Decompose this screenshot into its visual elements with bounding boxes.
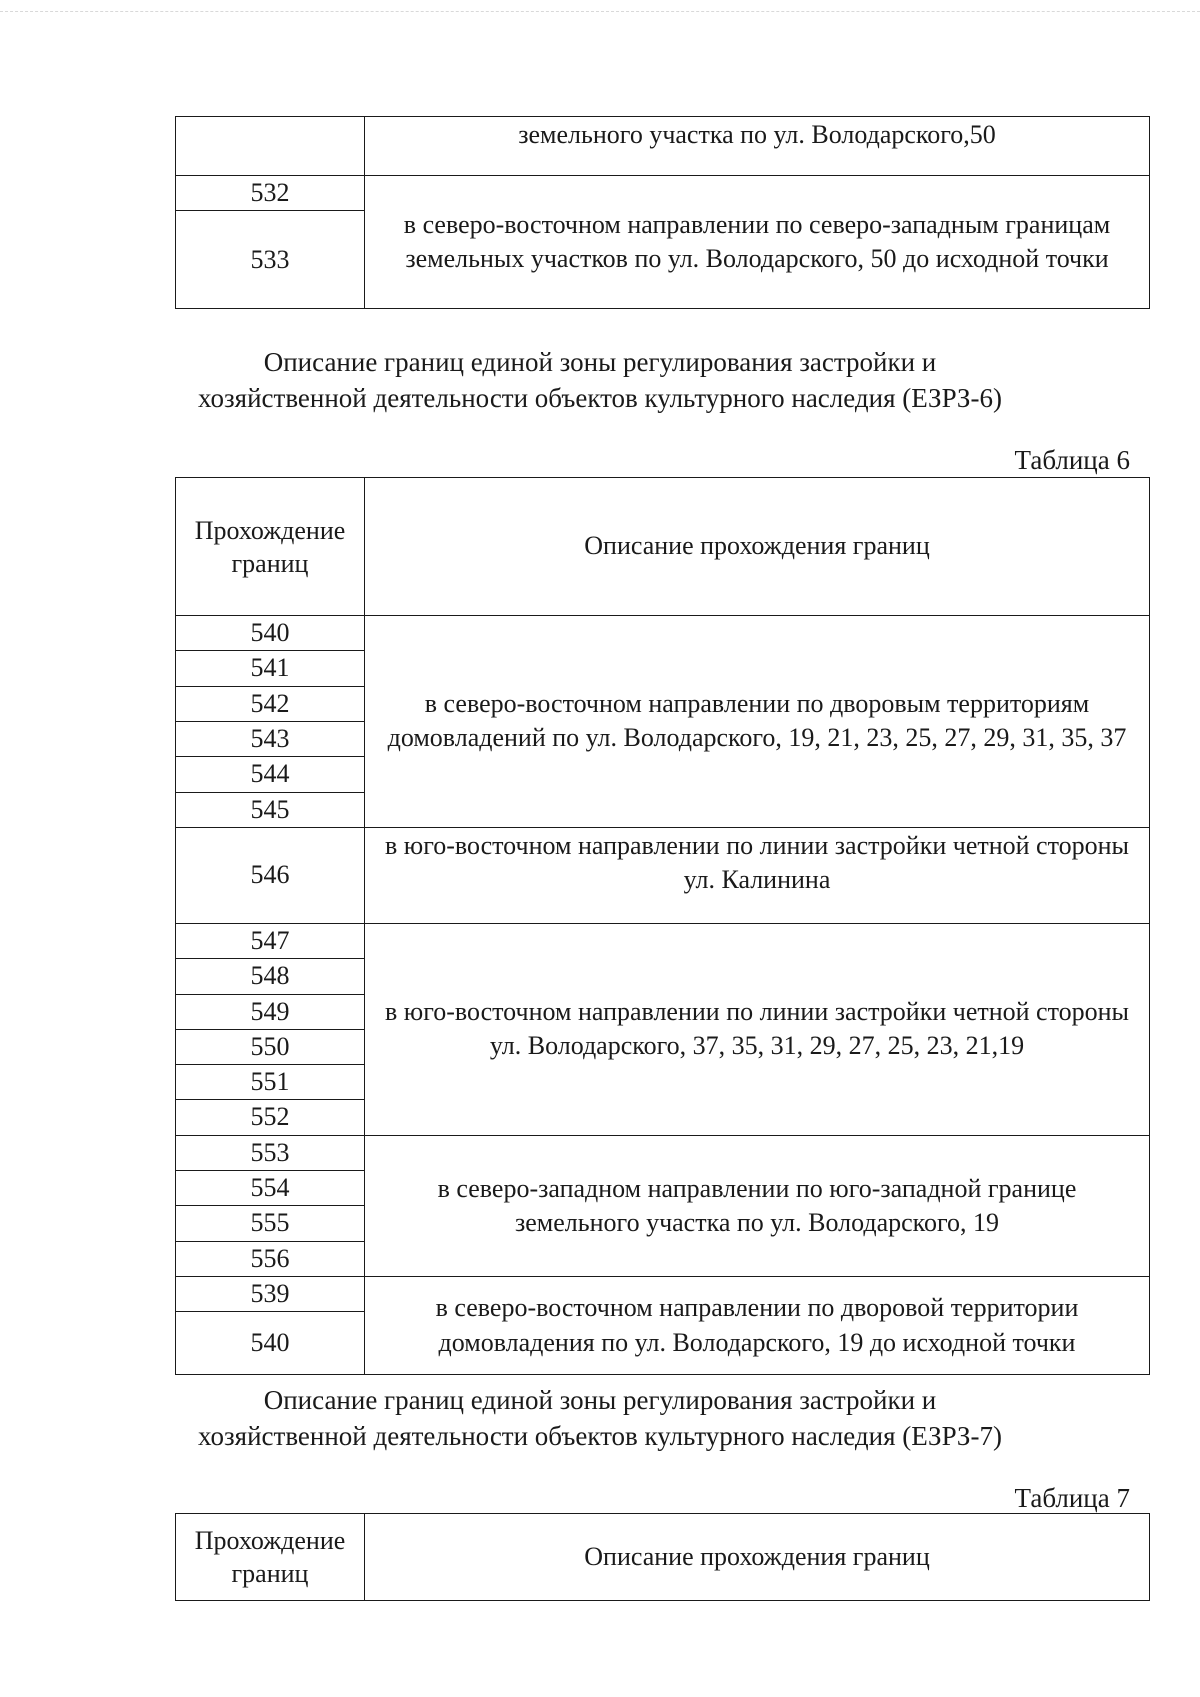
row-number-cell: 542 (176, 686, 365, 721)
boundary-table-7 (175, 1513, 1150, 1601)
row-description-cell: земельного участка по ул. Володарского,50 (365, 117, 1150, 176)
table-row (176, 827, 1150, 923)
column-header-boundaries: Прохождение границ (176, 478, 365, 616)
column-header-description: Описание прохождения границ (365, 478, 1150, 616)
row-number-cell: 541 (176, 651, 365, 686)
heading-line: Описание границ единой зоны регулирования застройки и (263, 1385, 937, 1415)
row-number-cell: 539 (176, 1277, 365, 1312)
row-description-cell: в северо-восточном направлении по северо-западным границам земельных участков по ул. Володарского, 50 до исходной точки (365, 176, 1150, 309)
table-row (176, 176, 1150, 211)
column-header-description: Описание прохождения границ (365, 1514, 1150, 1601)
table-row (176, 1135, 1150, 1170)
row-number-cell: 546 (176, 827, 365, 923)
table-row (176, 616, 1150, 651)
row-number-cell: 540 (176, 1312, 365, 1375)
row-number-cell: 548 (176, 959, 365, 994)
heading-line: хозяйственной деятельности объектов культурного наследия (ЕЗРЗ-7) (198, 1421, 1002, 1451)
row-number-cell: 543 (176, 721, 365, 756)
table-row (176, 1277, 1150, 1312)
row-number-cell: 544 (176, 757, 365, 792)
row-number-cell: 556 (176, 1241, 365, 1276)
section-heading-ezrz-7 (0, 1382, 1200, 1454)
row-number-cell: 550 (176, 1029, 365, 1064)
scan-edge-line (0, 11, 1200, 12)
row-number-cell: 533 (176, 211, 365, 309)
table-caption-6: Таблица 6 (1014, 445, 1130, 475)
column-header-boundaries: Прохождение границ (176, 1514, 365, 1601)
row-number-cell: 554 (176, 1171, 365, 1206)
row-number-cell: 549 (176, 994, 365, 1029)
boundary-table-continued (175, 116, 1150, 309)
table-row (176, 117, 1150, 176)
row-description-cell: в северо-западном направлении по юго-западной границе земельного участка по ул. Володарского, 19 (365, 1135, 1150, 1276)
table-caption-7: Таблица 7 (1014, 1483, 1130, 1513)
row-description-cell: в северо-восточном направлении по дворовым территориям домовладений по ул. Володарского, 19, 21, 23, 25, 27, 29, 31, 35, 37 (365, 616, 1150, 828)
table-row (176, 923, 1150, 958)
boundary-table-6 (175, 477, 1150, 1375)
heading-line: хозяйственной деятельности объектов культурного наследия (ЕЗРЗ-6) (198, 383, 1002, 413)
row-description-cell: в юго-восточном направлении по линии застройки четной стороны ул. Володарского, 37, 35, 31, 29, 27, 25, 23, 21,19 (365, 923, 1150, 1135)
row-number-cell: 540 (176, 616, 365, 651)
table-header-row (176, 1514, 1150, 1601)
row-number-cell: 545 (176, 792, 365, 827)
heading-line: Описание границ единой зоны регулирования застройки и (263, 347, 937, 377)
row-number-cell: 555 (176, 1206, 365, 1241)
row-description-cell: в северо-восточном направлении по дворовой территории домовладения по ул. Володарского, 19 до исходной точки (365, 1277, 1150, 1375)
section-heading-ezrz-6 (0, 344, 1200, 416)
row-number-cell: 553 (176, 1135, 365, 1170)
row-number-cell (176, 117, 365, 176)
row-number-cell: 552 (176, 1100, 365, 1135)
row-number-cell: 547 (176, 923, 365, 958)
row-number-cell: 532 (176, 176, 365, 211)
row-number-cell: 551 (176, 1065, 365, 1100)
row-description-cell: в юго-восточном направлении по линии застройки четной стороны ул. Калинина (365, 827, 1150, 923)
table-header-row (176, 478, 1150, 616)
